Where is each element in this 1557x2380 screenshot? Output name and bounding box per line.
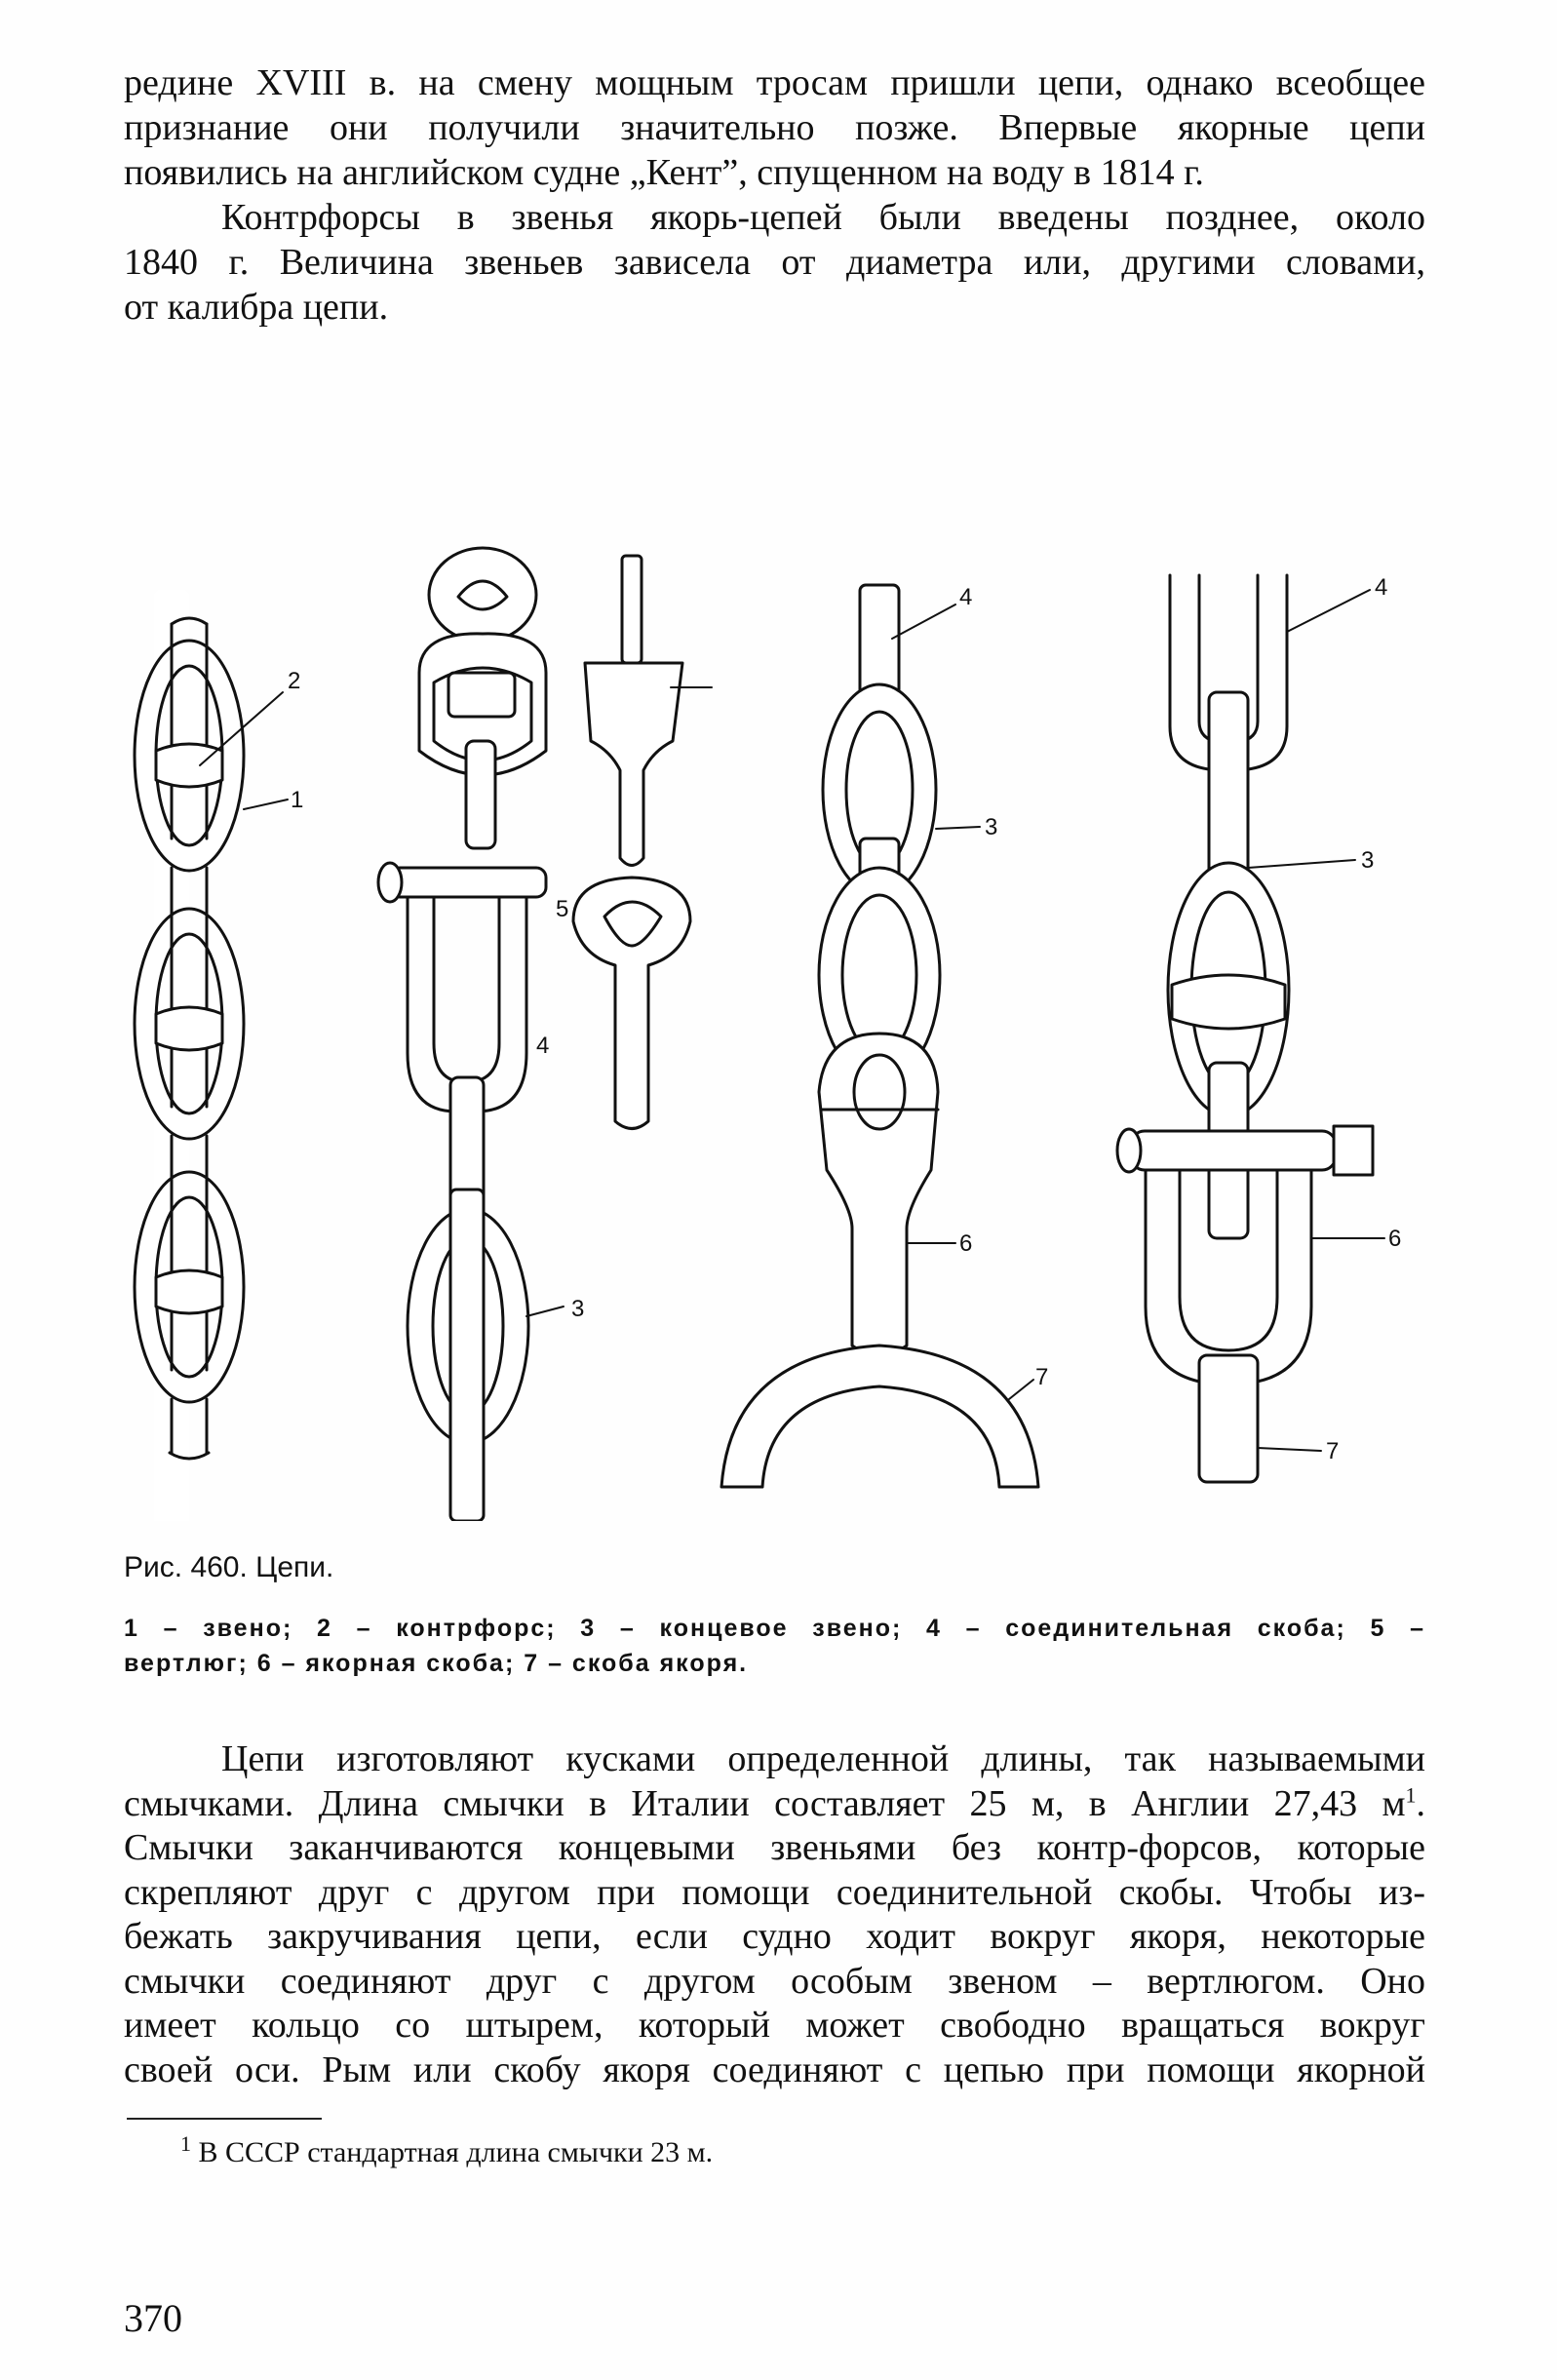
legend-line: 1 – звено; 2 – контрфорс; 3 – концевое звено; 4 – соединительная скоба; 5 – bbox=[124, 1615, 1425, 1642]
callout-4-left: 4 bbox=[536, 1033, 550, 1059]
callout-7-middle: 7 bbox=[1035, 1364, 1049, 1390]
text-line: от калибра цепи. bbox=[124, 287, 389, 328]
text-line: признание они получили значительно позже. Впервые якорные цепи bbox=[124, 107, 1425, 148]
text-line: бежать закручивания цепи, если судно ходит вокруг якоря, некоторые bbox=[124, 1916, 1425, 1957]
paragraph-3 bbox=[124, 1737, 1425, 2092]
callout-3-left: 3 bbox=[571, 1296, 585, 1322]
anchor-shackle-chain bbox=[721, 585, 1038, 1487]
text-line: появились на английском судне „Кент”, спущенном на воду в 1814 г. bbox=[124, 152, 1204, 193]
callout-3-middle: 3 bbox=[985, 814, 998, 840]
text-line: имеет кольцо со штырем, который может свободно вращаться вокруг bbox=[124, 2005, 1425, 2046]
stud-link-chain bbox=[135, 590, 288, 1521]
text-line: Цепи изготовляют кусками определенной длины, так называемыми bbox=[221, 1738, 1425, 1779]
text-line: скрепляют друг с другом при помощи соединительной скобы. Чтобы из- bbox=[124, 1871, 1425, 1913]
callout-4-right: 4 bbox=[1375, 574, 1388, 601]
footnote bbox=[180, 2131, 714, 2170]
callout-3-right: 3 bbox=[1361, 847, 1375, 874]
paragraph-2 bbox=[124, 195, 1425, 330]
callout-7-right: 7 bbox=[1326, 1438, 1340, 1464]
text-line: 1840 г. Величина звеньев зависела от диаметра или, другими словами, bbox=[124, 242, 1425, 283]
legend-line: вертлюг; 6 – якорная скоба; 7 – скоба якоря. bbox=[124, 1650, 749, 1677]
callout-6-right: 6 bbox=[1388, 1226, 1402, 1252]
callout-4-middle: 4 bbox=[959, 584, 973, 610]
footnote-reference: 1 bbox=[1405, 1781, 1417, 1807]
callout-6-middle: 6 bbox=[959, 1230, 973, 1257]
text-line bbox=[124, 1782, 1425, 1827]
callout-5: 5 bbox=[556, 896, 569, 922]
footnote-mark: 1 bbox=[180, 2131, 191, 2156]
callout-2: 2 bbox=[288, 668, 301, 694]
text-line: редине XVIII в. на смену мощным тросам пришли цепи, однако всеобщее bbox=[124, 62, 1425, 103]
page-number: 370 bbox=[124, 2296, 182, 2340]
text-line: своей оси. Рым или скобу якоря соединяют с цепью при помощи якорной bbox=[124, 2048, 1425, 2090]
figure-legend bbox=[124, 1611, 1425, 1681]
text-line: Смычки заканчиваются концевыми звеньями без контр-форсов, которые bbox=[124, 1827, 1425, 1868]
callout-1: 1 bbox=[291, 787, 304, 813]
footnote-divider bbox=[127, 2118, 322, 2120]
text-line: смычки соединяют друг с другом особым звеном – вертлюгом. Оно bbox=[124, 1960, 1425, 2002]
figure-caption: Рис. 460. Цепи. bbox=[124, 1551, 334, 1583]
sentence-period: . bbox=[1416, 1782, 1425, 1824]
chain-figure bbox=[97, 546, 1462, 1521]
footnote-text: В СССР стандартная длина смычки 23 м. bbox=[198, 2136, 714, 2168]
shackle-chain bbox=[1117, 575, 1384, 1482]
text-line: Контрфорсы в звенья якорь-цепей были введены позднее, около bbox=[221, 197, 1425, 238]
swivel-parts bbox=[573, 556, 712, 1129]
text-line-content: смычками. Длина смычки в Италии составляет 25 м, в Англии 27,43 м bbox=[124, 1782, 1406, 1824]
paragraph-1 bbox=[124, 60, 1425, 195]
